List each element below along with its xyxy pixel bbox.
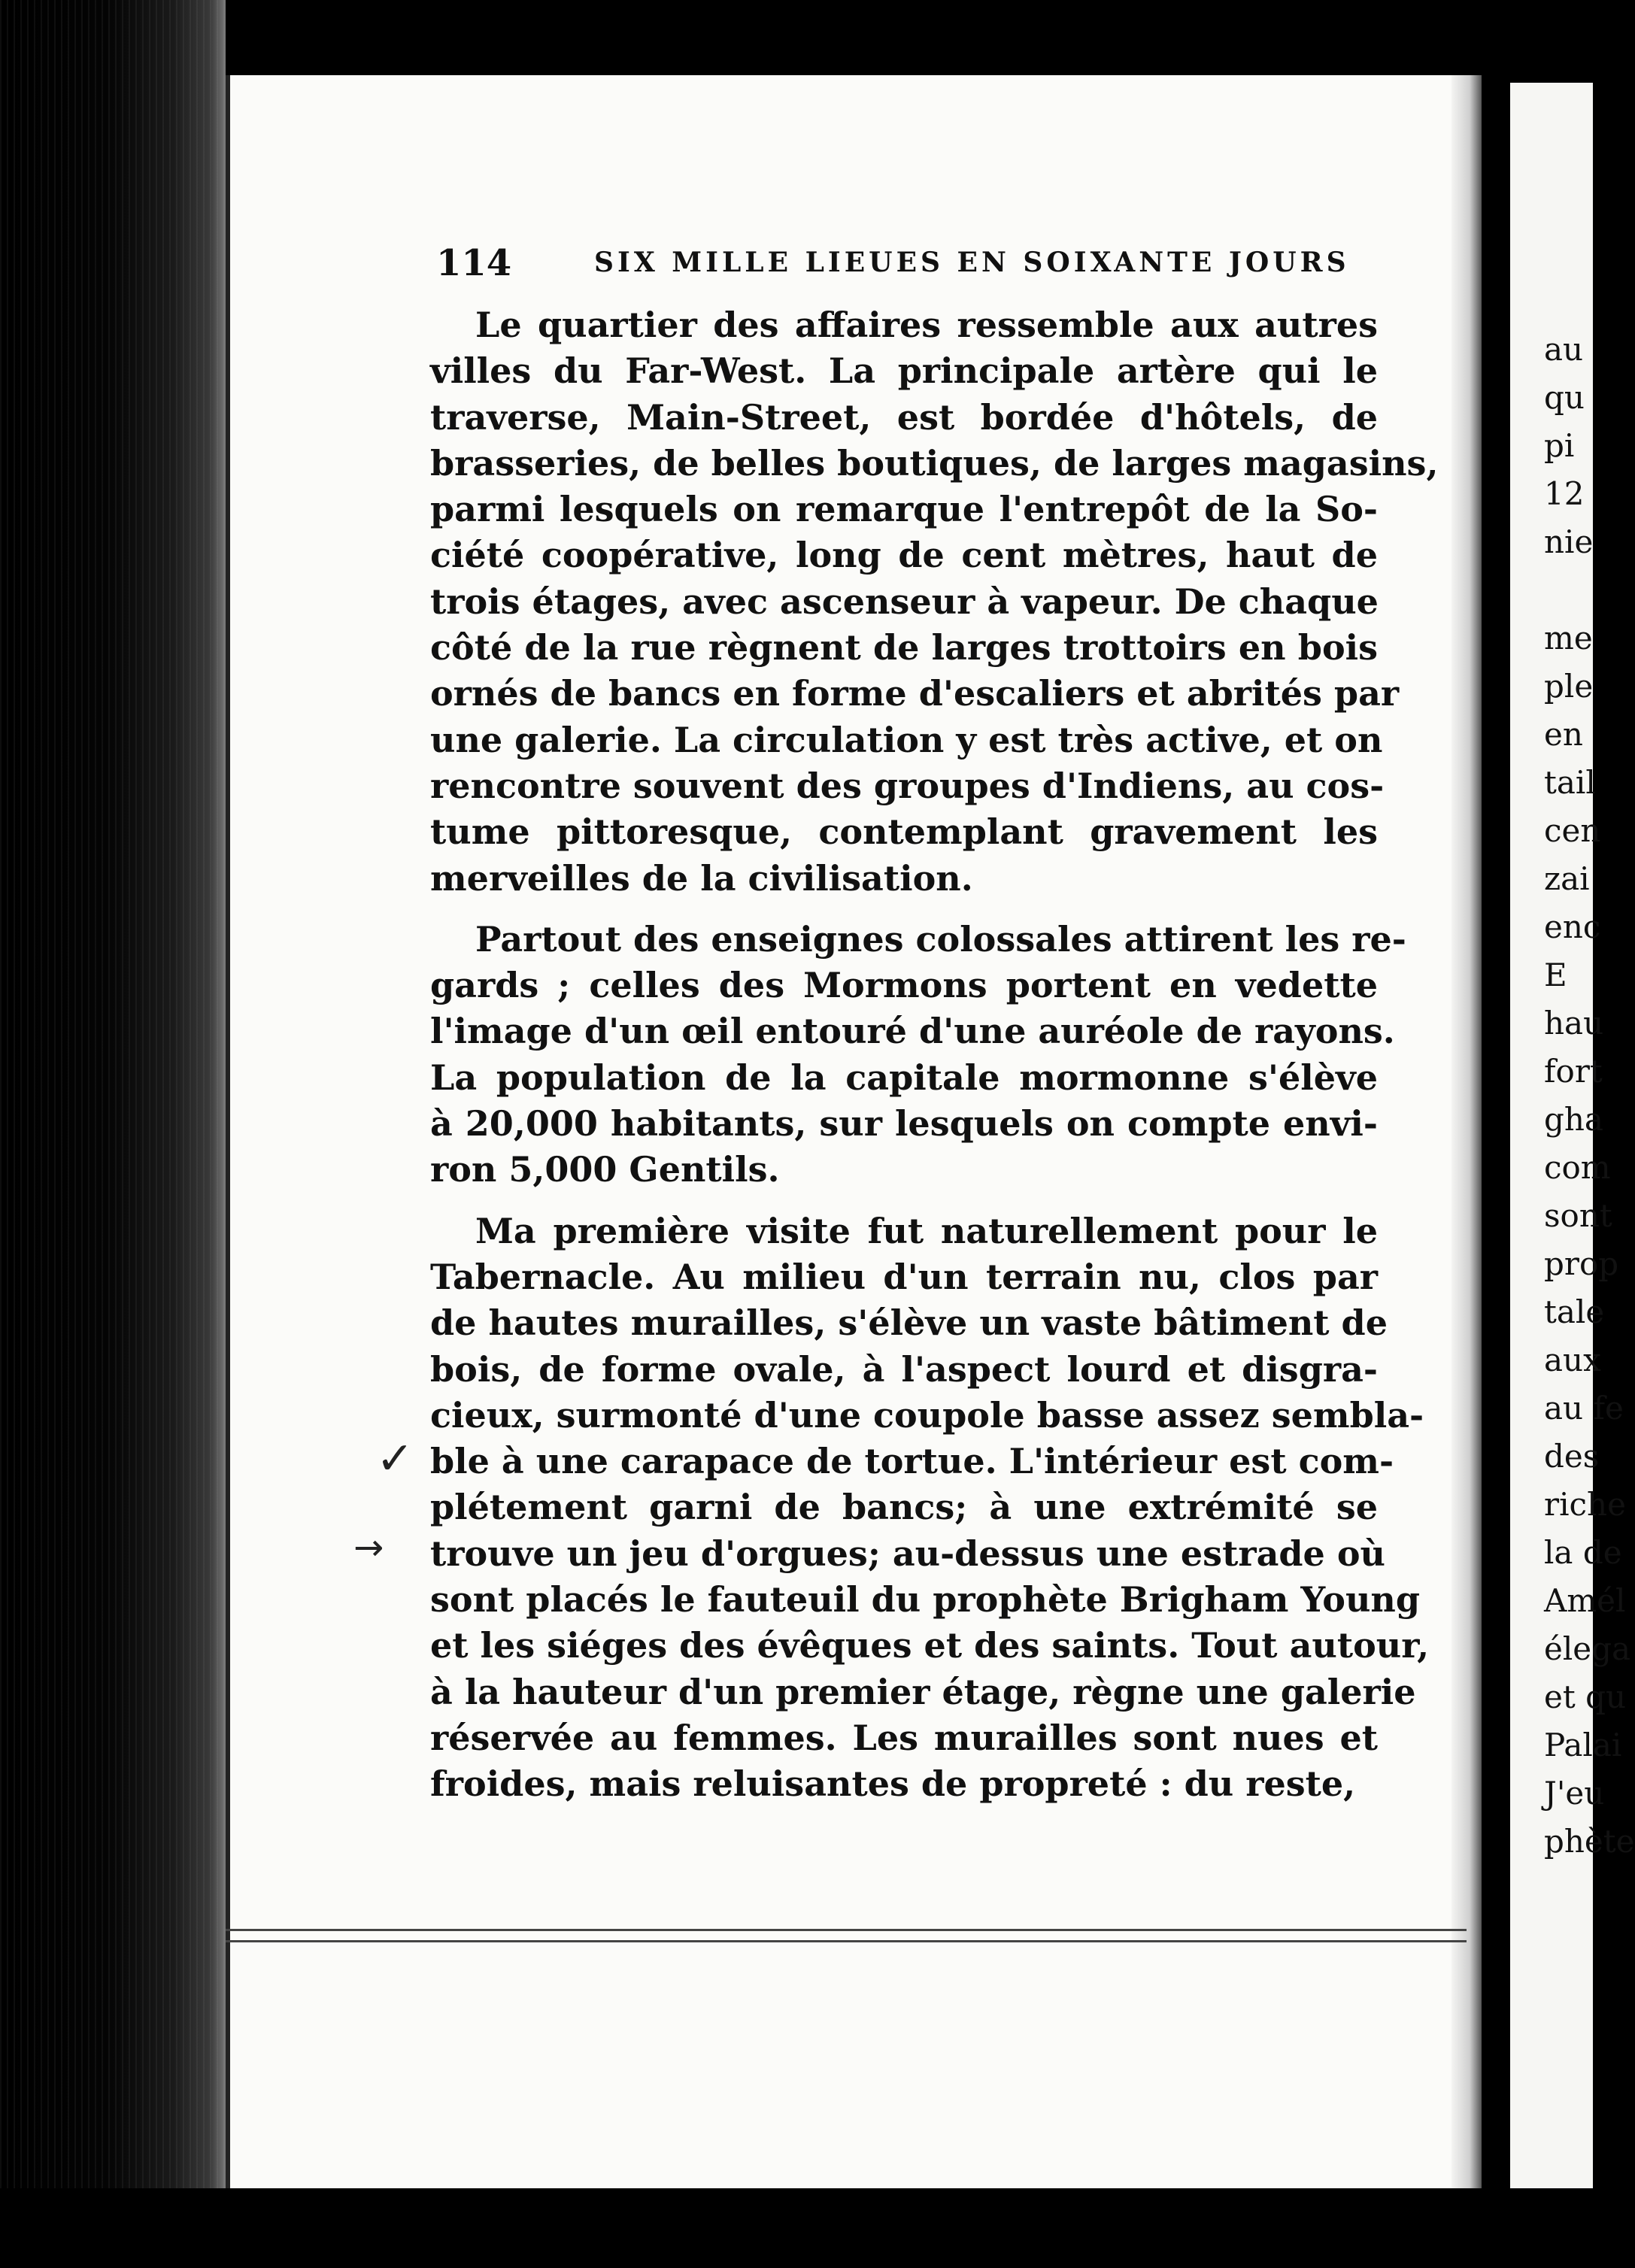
facing-page-text: pi [1544, 427, 1575, 464]
facing-page-text: enc [1544, 908, 1601, 945]
facing-page-text: me [1544, 620, 1593, 656]
facing-page-text: des [1544, 1438, 1600, 1475]
text-line: réservée au femmes. Les murailles sont nues et [430, 1717, 1378, 1758]
page-gutter [1482, 0, 1510, 2268]
scan-top-border [226, 0, 1482, 75]
facing-page-text: ple [1544, 668, 1594, 705]
facing-page-fragment [1510, 83, 1635, 2188]
text-line: bois, de forme ovale, à l'aspect lourd et disgra- [430, 1348, 1378, 1390]
facing-page-text: phète [1544, 1823, 1635, 1860]
facing-page-text: tale [1544, 1293, 1605, 1330]
facing-page-text: élega [1544, 1630, 1631, 1667]
body-text [430, 302, 1439, 1808]
facing-page-text: nie [1544, 523, 1594, 560]
running-title: SIX MILLE LIEUES EN SOIXANTE JOURS [594, 247, 1350, 278]
facing-page-text: E [1544, 957, 1567, 993]
facing-page-text: au [1544, 331, 1584, 368]
text-line: l'image d'un œil entouré d'une auréole de rayons. [430, 1011, 1395, 1052]
text-line: villes du Far-West. La principale artère qui le [430, 350, 1378, 392]
facing-page-text: prop [1544, 1245, 1619, 1282]
text-line: plétement garni de bancs; à une extrémité se [430, 1487, 1378, 1528]
text-line: Partout des enseignes colossales attirent les re- [475, 918, 1406, 960]
page-binding-shadow [1451, 75, 1482, 2188]
scan-rule [226, 1929, 1467, 1931]
text-line: brasseries, de belles boutiques, de larges magasins, [430, 442, 1439, 484]
text-line: traverse, Main-Street, est bordée d'hôtels, de [430, 396, 1378, 438]
facing-page-text: qu [1544, 379, 1585, 416]
facing-page-text: Amél [1544, 1582, 1626, 1619]
text-line: sont placés le fauteuil du prophète Brigham Young [430, 1579, 1421, 1621]
scan-bottom-border [0, 2188, 1593, 2268]
facing-page-text: hau [1544, 1005, 1604, 1042]
facing-page-text: la de [1544, 1534, 1622, 1571]
text-line: ciété coopérative, long de cent mètres, haut de [430, 535, 1378, 576]
paragraph-gap [430, 902, 1378, 917]
page-header [436, 242, 1361, 287]
text-line: gards ; celles des Mormons portent en vedette [430, 965, 1378, 1006]
facing-page-text: et qu [1544, 1678, 1627, 1715]
facing-page-text: Palai [1544, 1727, 1622, 1763]
scan-left-edge [0, 0, 226, 2268]
text-line: La population de la capitale mormonne s'élève [430, 1057, 1378, 1098]
margin-arrow-icon: → [353, 1527, 384, 1569]
facing-page-text: 12 [1544, 475, 1585, 512]
text-line: trouve un jeu d'orgues; au-dessus une estrade où [430, 1533, 1385, 1574]
facing-page-text: aux [1544, 1342, 1601, 1378]
text-line: cieux, surmonté d'une coupole basse assez sembla- [430, 1394, 1424, 1436]
text-line: ron 5,000 Gentils. [430, 1149, 780, 1190]
text-line: et les siéges des évêques et des saints. Tout autour, [430, 1625, 1430, 1666]
facing-page-text: com [1544, 1149, 1611, 1186]
text-line: Le quartier des affaires ressemble aux autres [475, 305, 1378, 345]
text-line: Tabernacle. Au milieu d'un terrain nu, clos par [430, 1256, 1378, 1297]
text-line: rencontre souvent des groupes d'Indiens, au cos- [430, 765, 1385, 806]
text-line: froides, mais reluisantes de propreté : du reste, [430, 1763, 1356, 1805]
text-line: à 20,000 habitants, sur lesquels on compte envi- [430, 1103, 1378, 1145]
text-line: une galerie. La circulation y est très active, et on [430, 719, 1383, 760]
facing-page-text: sont [1544, 1197, 1612, 1234]
facing-page-text: en [1544, 716, 1583, 753]
facing-page-text: zai [1544, 860, 1590, 897]
facing-page-text: J'eu [1544, 1775, 1605, 1812]
margin-checkmark-icon: ✓ [376, 1433, 414, 1485]
facing-page-text: riche [1544, 1486, 1626, 1523]
facing-page-text: tail [1544, 764, 1596, 801]
text-line: ble à une carapace de tortue. L'intérieur est com- [430, 1441, 1394, 1482]
scan-rule [226, 1940, 1467, 1942]
text-line: merveilles de la civilisation. [430, 857, 973, 899]
facing-page-text: gha [1544, 1101, 1603, 1138]
facing-page-text: au fe [1544, 1390, 1624, 1427]
text-line: trois étages, avec ascenseur à vapeur. De chaque [430, 581, 1379, 622]
text-line: côté de la rue règnent de larges trottoirs en bois [430, 627, 1378, 669]
facing-page-text: fort [1544, 1053, 1603, 1090]
paragraph-gap [430, 1193, 1378, 1208]
text-line: de hautes murailles, s'élève un vaste bâtiment de [430, 1302, 1388, 1344]
text-line: ornés de bancs en forme d'escaliers et abrités par [430, 673, 1400, 714]
text-line: tume pittoresque, contemplant gravement les [430, 811, 1378, 853]
text-line: parmi lesquels on remarque l'entrepôt de la So- [430, 489, 1378, 530]
facing-page-text: cen [1544, 812, 1601, 849]
page-number: 114 [436, 242, 512, 284]
text-line: à la hauteur d'un premier étage, règne une galerie [430, 1671, 1416, 1712]
text-line: Ma première visite fut naturellement pour le [475, 1210, 1378, 1251]
